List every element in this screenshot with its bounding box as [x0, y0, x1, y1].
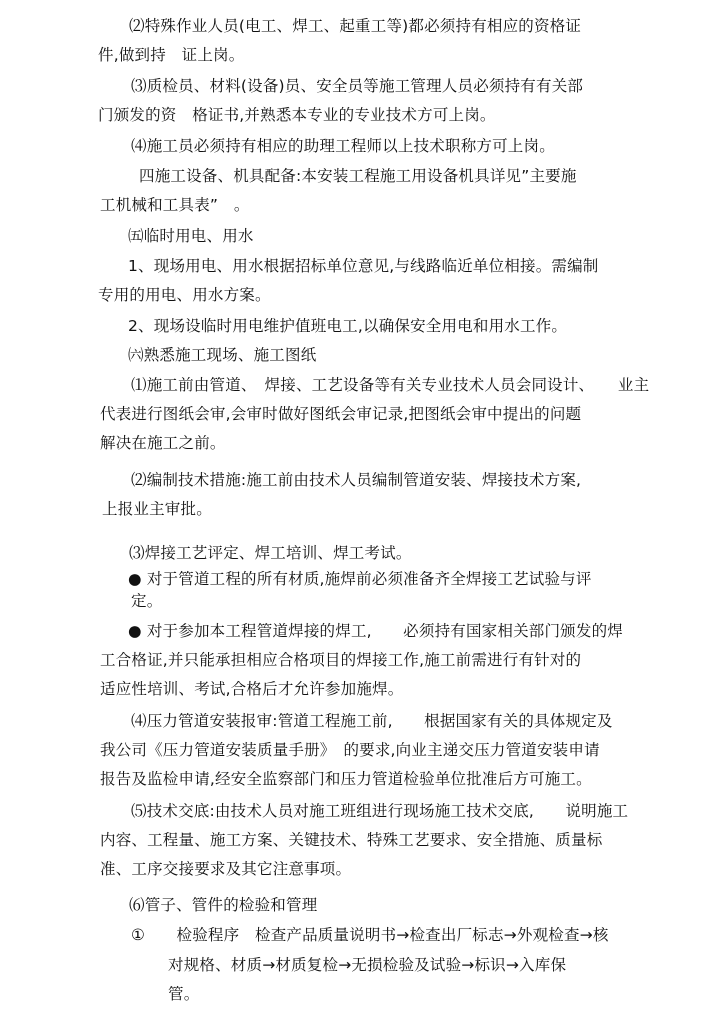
text-line: 四施工设备、机具配备:本安装工程施工用设备机具详见”主要施 — [139, 167, 577, 185]
text-line: ⑷施工员必须持有相应的助理工程师以上技术职称方可上岗。 — [131, 137, 555, 155]
text-line: 上报业主审批。 — [102, 500, 212, 518]
text-line: 管。 — [168, 985, 200, 1003]
text-line: 工合格证,并只能承担相应合格项目的焊接工作,施工前需进行有针对的 — [100, 651, 582, 669]
bullet-item: ● 对于管道工程的所有材质,施焊前必须准备齐全焊接工艺试验与评 — [128, 570, 592, 588]
text-line: 定。 — [131, 592, 163, 610]
text-line: ⑵编制技术措施:施工前由技术人员编制管道安装、焊接技术方案, — [131, 471, 582, 489]
section-heading: ⑹管子、管件的检验和管理 — [129, 896, 318, 914]
text-line: 1、现场用电、用水根据招标单位意见,与线路临近单位相接。需编制 — [128, 257, 599, 275]
text-line: 解决在施工之前。 — [100, 434, 226, 452]
text-line: 件,做到持 证上岗。 — [98, 46, 245, 64]
text-line: 专用的用电、用水方案。 — [98, 286, 271, 304]
text-line: ⑴施工前由管道、 焊接、工艺设备等有关专业技术人员会同设计、 业主 — [131, 376, 650, 394]
text-line: 2、现场设临时用电维护值班电工,以确保安全用电和用水工作。 — [128, 317, 568, 335]
text-line: 代表进行图纸会审,会审时做好图纸会审记录,把图纸会审中提出的问题 — [100, 405, 582, 423]
section-heading: ㈤临时用电、用水 — [128, 227, 254, 245]
text-line: 对规格、材质→材质复检→无损检验及试验→标识→入库保 — [168, 956, 567, 974]
text-line: 报告及监检申请,经安全监察部门和压力管道检验单位批准后方可施工。 — [100, 770, 592, 788]
text-line: ⑸技术交底:由技术人员对施工班组进行现场施工技术交底, 说明施工 — [131, 802, 629, 820]
text-line: ① 检验程序 检查产品质量说明书→检查出厂标志→外观检查→核 — [131, 926, 609, 944]
text-line: 门颁发的资 格证书,并熟悉本专业的专业技术方可上岗。 — [98, 106, 496, 124]
text-line: 适应性培训、考试,合格后才允许参加施焊。 — [100, 680, 404, 698]
section-heading: ㈥熟悉施工现场、施工图纸 — [128, 346, 317, 364]
text-line: ⑷压力管道安装报审:管道工程施工前, 根据国家有关的具体规定及 — [131, 712, 613, 730]
text-line: ⑶质检员、材料(设备)员、安全员等施工管理人员必须持有有关部 — [131, 77, 584, 95]
bullet-item: ● 对于参加本工程管道焊接的焊工, 必须持有国家相关部门颁发的焊 — [128, 622, 623, 640]
text-line: 内容、工程量、施工方案、关键技术、特殊工艺要求、安全措施、质量标 — [100, 831, 603, 849]
text-line: 工机械和工具表” 。 — [100, 196, 250, 214]
text-line: 我公司《压力管道安装质量手册》 的要求,向业主递交压力管道安装申请 — [100, 741, 600, 759]
text-line: ⑶焊接工艺评定、焊工培训、焊工考试。 — [129, 544, 412, 562]
text-line: ⑵特殊作业人员(电工、焊工、起重工等)都必须持有相应的资格证 — [129, 17, 582, 35]
text-line: 准、工序交接要求及其它注意事项。 — [100, 860, 352, 878]
